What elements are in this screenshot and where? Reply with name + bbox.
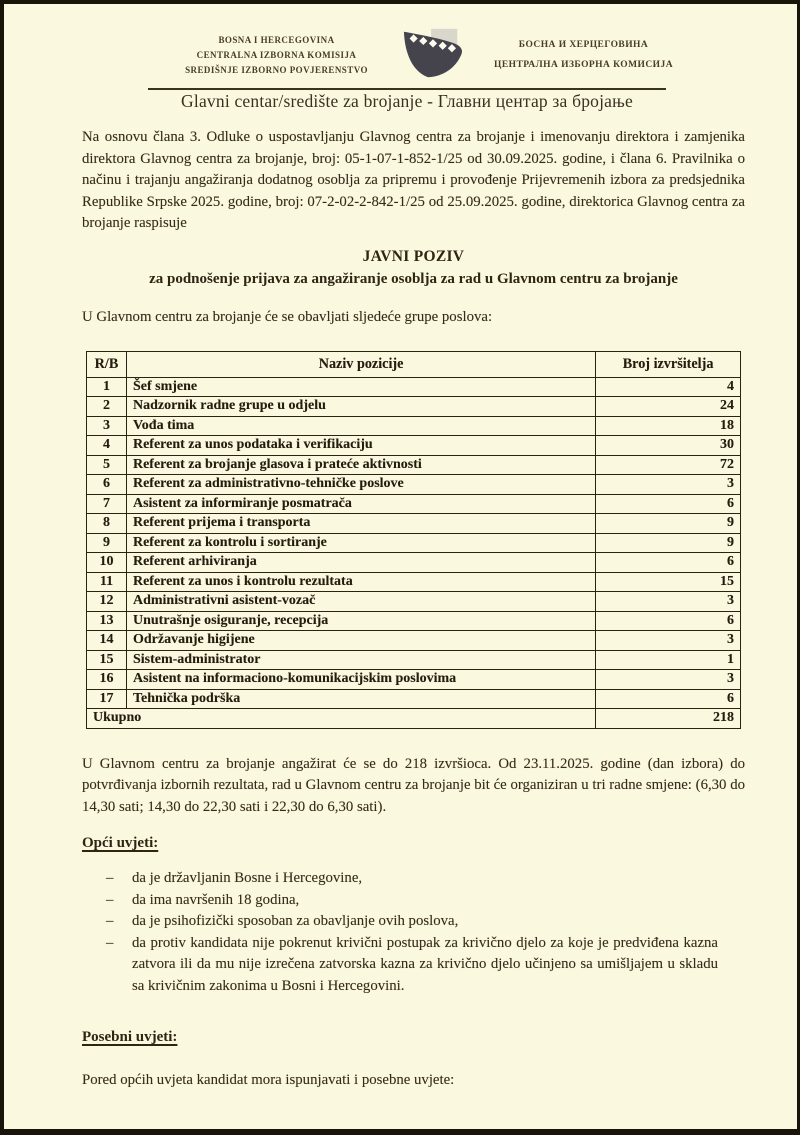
special-conditions-heading: Posebni uvjeti: <box>82 1029 178 1045</box>
org-name-latin <box>163 33 391 78</box>
position-count: 6 <box>596 494 741 514</box>
position-name: Referent arhiviranja <box>126 553 595 573</box>
table-row <box>87 670 741 690</box>
position-count: 3 <box>596 670 741 690</box>
position-name: Referent prijema i transporta <box>126 514 595 534</box>
position-name: Asistent za informiranje posmatrača <box>126 494 595 514</box>
position-name: Referent za kontrolu i sortiranje <box>126 533 595 553</box>
position-count: 18 <box>596 416 741 436</box>
table-row <box>87 455 741 475</box>
table-row <box>87 397 741 417</box>
row-number: 11 <box>87 572 127 592</box>
condition-item <box>106 890 718 912</box>
position-count: 24 <box>596 397 741 417</box>
condition-item <box>106 933 718 998</box>
intro-paragraph: Na osnovu člana 3. Odluke o uspostavljanju Glavnog centra za brojanje i imenovanju direktora i zamjenika direktora Glavnog centra za brojanje, broj: 05-1-07-1-852-1/25 od 30.09.2025. godine, i člana 6. Pravilnika o načinu i trajanju angažiranja dodatnog osoblja za pripremu i provođenje Prijevremenih izbora za predsjednika Republike Srpske 2025. godine, broj: 07-2-02-2-842-1/25 od 25.09.2025. godine, direktorica Glavnog centra za brojanje raspisuje <box>82 129 745 231</box>
position-name: Održavanje higijene <box>126 631 595 651</box>
row-number: 12 <box>87 592 127 612</box>
general-conditions-section <box>82 818 745 997</box>
condition-item <box>106 868 718 890</box>
position-count: 72 <box>596 455 741 475</box>
row-number: 5 <box>87 455 127 475</box>
row-number: 1 <box>87 377 127 397</box>
table-row <box>87 689 741 709</box>
column-header-naziv: Naziv pozicije <box>126 352 595 378</box>
org-commission-cyrillic: ЦЕНТРАЛНА ИЗБОРНА КОМИСИЈА <box>494 60 673 70</box>
position-count: 4 <box>596 377 741 397</box>
table-row <box>87 514 741 534</box>
condition-text: da je državljanin Bosne i Hercegovine, <box>132 870 363 886</box>
table-row <box>87 377 741 397</box>
position-count: 6 <box>596 553 741 573</box>
row-number: 10 <box>87 553 127 573</box>
row-number: 8 <box>87 514 127 534</box>
dash-bullet-icon: – <box>106 891 114 908</box>
row-number: 16 <box>87 670 127 690</box>
table-row <box>87 416 741 436</box>
position-count: 30 <box>596 436 741 456</box>
position-name: Unutrašnje osiguranje, recepcija <box>126 611 595 631</box>
table-row <box>87 494 741 514</box>
position-name: Referent za administrativno-tehničke poslove <box>126 475 595 495</box>
position-name: Šef smjene <box>126 377 595 397</box>
general-conditions-list <box>82 868 745 997</box>
row-number: 3 <box>87 416 127 436</box>
table-header-row <box>87 352 741 378</box>
row-number: 2 <box>87 397 127 417</box>
letterhead <box>110 28 745 82</box>
table-row <box>87 631 741 651</box>
position-count: 9 <box>596 514 741 534</box>
org-country-cyrillic: БОСНА И ХЕРЦЕГОВИНА <box>518 40 649 50</box>
row-number: 13 <box>87 611 127 631</box>
positions-table <box>86 351 741 729</box>
table-row <box>87 611 741 631</box>
position-name: Referent za brojanje glasova i prateće aktivnosti <box>126 455 595 475</box>
position-name: Tehnička podrška <box>126 689 595 709</box>
shifts-paragraph: U Glavnom centru za brojanje angažirat će se do 218 izvršioca. Od 23.11.2025. godine (dan izbora) do potvrđivanja izbornih rezultata, rad u Glavnom centru za brojanje bit će organiziran u tri radne smjene: (6,30 do 14,30 sati; 14,30 do 22,30 sati i 22,30 do 6,30 sati). <box>82 755 745 815</box>
org-country-latin: BOSNA I HERCEGOVINA <box>218 34 335 45</box>
position-count: 9 <box>596 533 741 553</box>
dash-bullet-icon: – <box>106 870 114 886</box>
table-row <box>87 436 741 456</box>
row-number: 7 <box>87 494 127 514</box>
row-number: 6 <box>87 475 127 495</box>
division-title: Glavni centar/središte za brojanje - Главни центар за бројање <box>181 91 633 111</box>
position-name: Asistent na informaciono-komunikacijskim poslovima <box>126 670 595 690</box>
position-count: 6 <box>596 689 741 709</box>
dash-bullet-icon: – <box>106 934 114 951</box>
position-name: Vođa tima <box>126 416 595 436</box>
position-count: 3 <box>596 631 741 651</box>
position-name: Nadzornik radne grupe u odjelu <box>126 397 595 417</box>
condition-text: da protiv kandidata nije pokrenut krivični postupak za krivično djelo za koje je predviđena kazna zatvora ili da mu nije izrečena zatvorska kazna za krivično djelo učinjeno sa umišljajem u skladu sa krivičnim zakonima u Bosni i Hercegovini. <box>132 934 718 994</box>
total-row <box>87 709 741 729</box>
position-name: Referent za unos i kontrolu rezultata <box>126 572 595 592</box>
row-number: 17 <box>87 689 127 709</box>
positions-table-body <box>87 377 741 709</box>
total-value: 218 <box>596 709 741 729</box>
position-name: Referent za unos podataka i verifikaciju <box>126 436 595 456</box>
row-number: 9 <box>87 533 127 553</box>
row-number: 15 <box>87 650 127 670</box>
org-name-cyrillic <box>475 35 693 75</box>
table-row <box>87 592 741 612</box>
table-row <box>87 475 741 495</box>
table-row <box>87 572 741 592</box>
org-commission-croatian: SREDIŠNJE IZBORNO POVJERENSTVO <box>185 64 368 75</box>
condition-text: da je psihofizički sposoban za obavljanje ovih poslova, <box>132 913 459 929</box>
table-row <box>87 553 741 573</box>
coat-of-arms-icon <box>401 28 465 82</box>
document-subtitle: za podnošenje prijava za angažiranje osoblja za rad u Glavnom centru za brojanje <box>149 270 678 287</box>
special-conditions-intro: Pored općih uvjeta kandidat mora ispunjavati i posebne uvjete: <box>82 1072 455 1088</box>
condition-item <box>106 911 718 933</box>
column-header-broj: Broj izvršitelja <box>596 352 741 378</box>
position-name: Sistem-administrator <box>126 650 595 670</box>
row-number: 4 <box>87 436 127 456</box>
position-count: 1 <box>596 650 741 670</box>
position-name: Administrativni asistent-vozač <box>126 592 595 612</box>
table-intro: U Glavnom centru za brojanje će se obavljati sljedeće grupe poslova: <box>82 308 493 325</box>
dash-bullet-icon: – <box>106 913 114 929</box>
general-conditions-heading: Opći uvjeti: <box>82 835 159 851</box>
org-commission-latin: CENTRALNA IZBORNA KOMISIJA <box>196 49 357 60</box>
table-row <box>87 650 741 670</box>
position-count: 3 <box>596 475 741 495</box>
row-number: 14 <box>87 631 127 651</box>
position-count: 6 <box>596 611 741 631</box>
position-count: 15 <box>596 572 741 592</box>
condition-text: da ima navršenih 18 godina, <box>132 891 300 908</box>
table-row <box>87 533 741 553</box>
document-title: JAVNI POZIV <box>362 247 465 265</box>
position-count: 3 <box>596 592 741 612</box>
title-block <box>82 248 745 288</box>
special-conditions-section <box>82 1012 745 1092</box>
total-label: Ukupno <box>87 709 596 729</box>
column-header-rb: R/B <box>87 352 127 378</box>
